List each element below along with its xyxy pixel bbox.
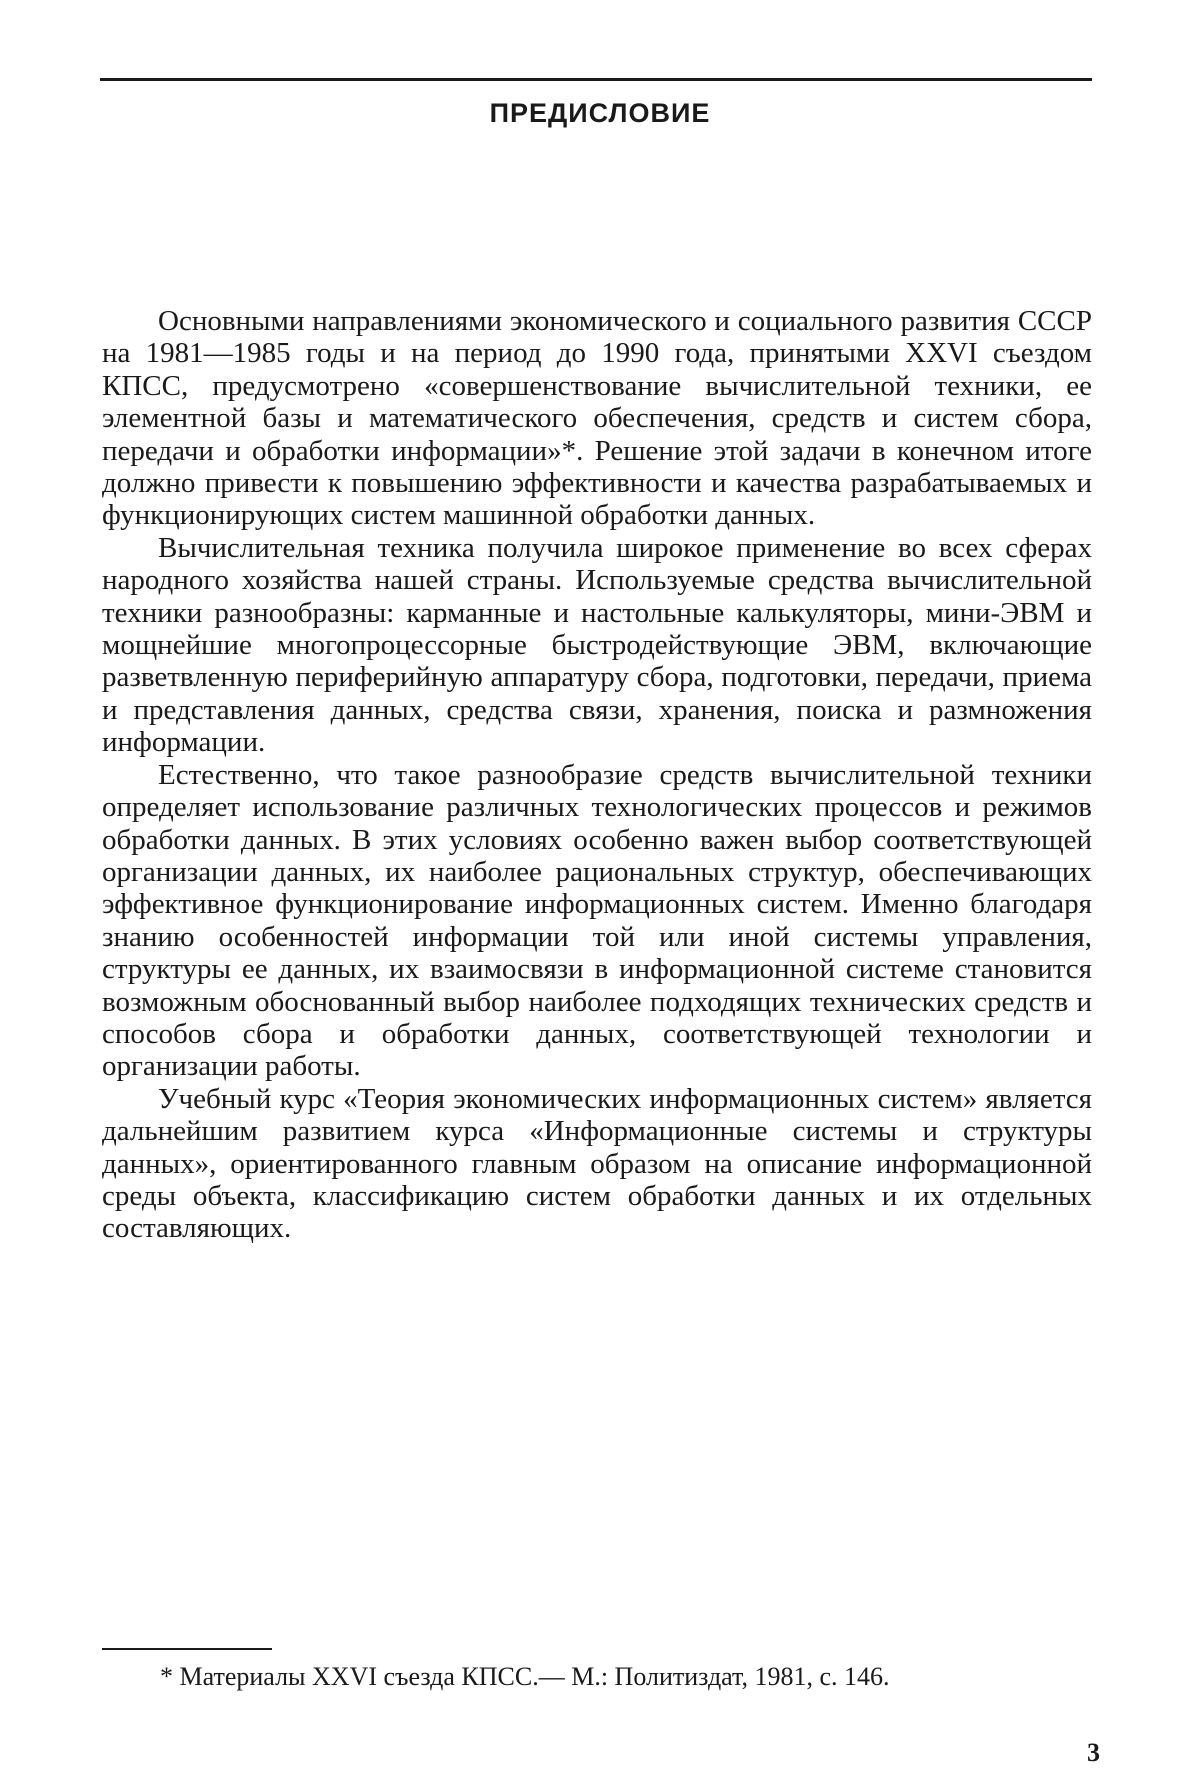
footnote-rule [102,1648,272,1650]
paragraph-1: Основными направлениями экономического и социального развития СССР на 1981—1985 годы и на период до 1990 года, принятыми XXVI съездом КПСС, предусмотрено «совершенствование вычислительной техники, ее элементной базы и математического обеспечения, средств и систем сбора, передачи и обработки информации»*. Решение этой задачи в конечном итоге должно привести к повышению эффективности и качества разрабатываемых и функционирующих систем машинной обработки данных. [102,305,1092,532]
page-number: 3 [1087,1738,1100,1767]
paragraph-4: Учебный курс «Теория экономических информационных систем» является дальнейшим развитием курса «Информационные системы и структуры данных», ориентированного главным образом на описание информационной среды объекта, классификацию систем обработки данных и их отдельных составляющих. [102,1082,1092,1245]
paragraph-3: Естественно, что такое разнообразие средств вычислительной техники определяет использование различных технологических процессов и режимов обработки данных. В этих условиях особенно важен выбор соответствующей организации данных, их наиболее рациональных структур, обеспечивающих эффективное функционирование информационных систем. Именно благодаря знанию особенностей информации той или иной системы управления, структуры ее данных, их взаимосвязи в информационной системе становится возможным обоснованный выбор наиболее подходящих технических средств и способов сбора и обработки данных, соответствующей технологии и организации работы. [102,758,1092,1083]
body-text [102,305,1092,1245]
page-title: ПРЕДИСЛОВИЕ [489,98,711,128]
paragraph-2: Вычислительная техника получила широкое применение во всех сферах народного хозяйства нашей страны. Используемые средства вычислительной техники разнообразны: карманные и настольные калькуляторы, мини-ЭВМ и мощнейшие многопроцессорные быстродействующие ЭВМ, включающие разветвленную периферийную аппаратуру сбора, подготовки, передачи, приема и представления данных, средства связи, хранения, поиска и размножения информации. [102,531,1092,759]
top-rule [100,78,1092,81]
footnote: * Материалы XXVI съезда КПСС.— М.: Политиздат, 1981, с. 146. [160,1662,890,1691]
